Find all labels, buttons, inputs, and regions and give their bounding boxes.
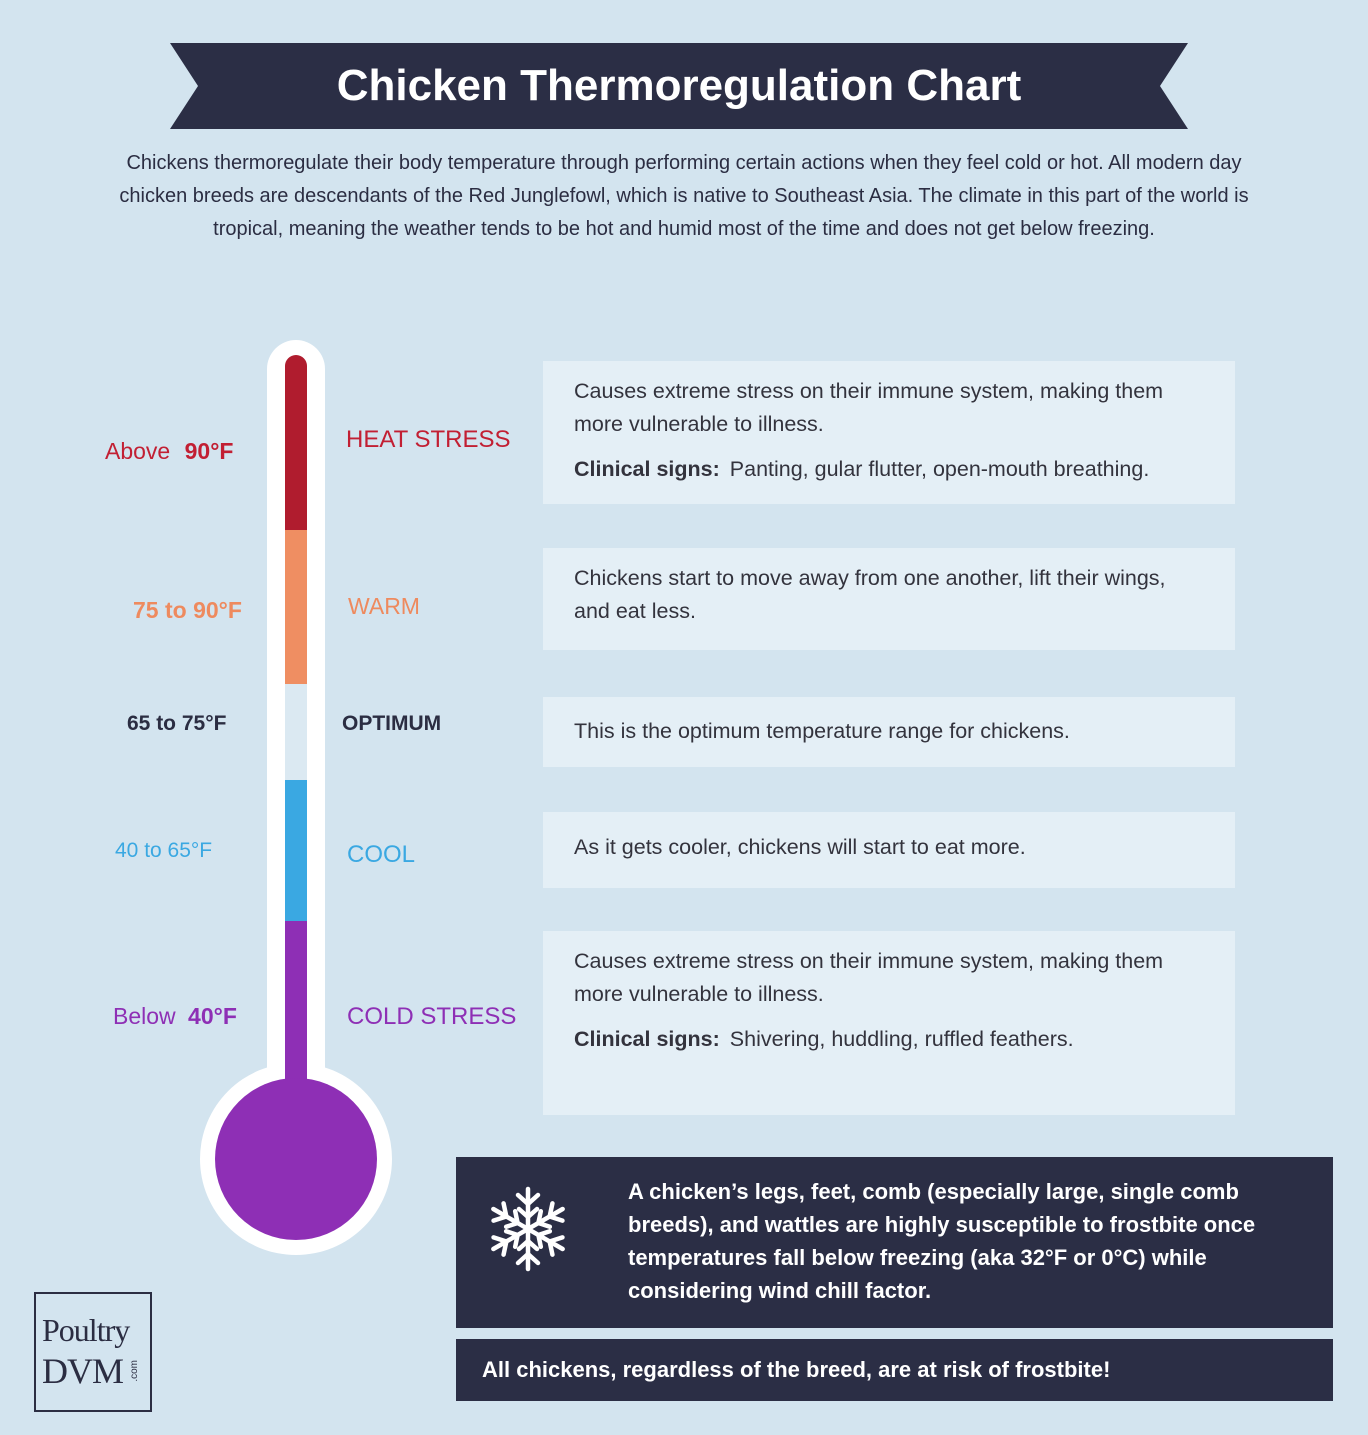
temp-prefix: Below	[113, 1003, 176, 1029]
zone-cool-label: COOL	[347, 841, 416, 868]
zone-cool-temp: 40 to 65°F	[115, 839, 213, 862]
clinical-signs-text: Panting, gular flutter, open-mouth breathing.	[729, 457, 1150, 481]
clinical-signs-label: Clinical signs:	[574, 457, 720, 481]
zone-description: Causes extreme stress on their immune system, making them more vulnerable to illness.	[574, 379, 1164, 436]
zone-description: As it gets cooler, chickens will start to eat more.	[574, 835, 1026, 859]
logo-line2: DVM	[42, 1351, 124, 1391]
zone-warm-temp: 75 to 90°F	[133, 597, 242, 623]
zone-heat-label: HEAT STRESS	[346, 426, 511, 453]
zone-warm-label: WARM	[348, 593, 420, 619]
logo-line1: Poultry	[42, 1312, 130, 1348]
frostbite-risk-note: All chickens, regardless of the breed, are at risk of frostbite!	[456, 1339, 1333, 1401]
zone-optimum-segment	[285, 684, 307, 780]
zone-cold-label: COLD STRESS	[347, 1003, 517, 1030]
zone-heat-description-box	[543, 361, 1235, 504]
frostbite-text: A chicken’s legs, feet, comb (especially large, single comb breeds), and wattles are highly susceptible to frostbite once temperatures fall below freezing (aka 32°F or 0°C) while considering wind chill factor.	[628, 1179, 1256, 1303]
clinical-signs-text: Shivering, huddling, ruffled feathers.	[729, 1027, 1074, 1051]
zone-optimum-description-box	[543, 697, 1235, 767]
thermometer-bulb	[215, 1078, 377, 1240]
zone-cold-temp	[113, 1003, 237, 1030]
zone-cool-description-box	[543, 812, 1235, 888]
zone-description: This is the optimum temperature range for chickens.	[574, 719, 1070, 743]
zone-heat-segment	[285, 355, 307, 530]
frostbite-note	[456, 1157, 1333, 1328]
zone-warm-segment	[285, 530, 307, 684]
zone-warm-description-box	[543, 548, 1235, 650]
zone-description: Chickens start to move away from one another, lift their wings, and eat less.	[574, 566, 1166, 623]
intro-paragraph: Chickens thermoregulate their body temperature through performing certain actions when they feel cold or hot. All modern day chicken breeds are descendants of the Red Junglefowl, which is native to Southeast Asia. The climate in this part of the world is tropical, meaning the weather tends to be hot and humid most of the time and does not get below freezing.	[119, 152, 1249, 240]
zone-optimum-temp: 65 to 75°F	[127, 712, 227, 735]
clinical-signs	[574, 453, 1205, 486]
zone-cold-description-box	[543, 931, 1235, 1115]
clinical-signs	[574, 1023, 1205, 1056]
zone-cool-segment	[285, 780, 307, 921]
temp-prefix: Above	[105, 438, 171, 464]
zone-description: Causes extreme stress on their immune system, making them more vulnerable to illness.	[574, 949, 1164, 1006]
thermometer	[0, 0, 540, 1260]
zone-heat-temp	[105, 438, 233, 465]
clinical-signs-label: Clinical signs:	[574, 1027, 720, 1051]
zone-cold-segment	[285, 921, 307, 1091]
snowflake-icon	[484, 1185, 572, 1273]
poultrydvm-logo	[34, 1292, 152, 1412]
zone-optimum-label: OPTIMUM	[342, 712, 442, 735]
temp-value: 40°F	[188, 1003, 237, 1029]
temp-value: 90°F	[184, 438, 234, 464]
page-title: Chicken Thermoregulation Chart	[336, 61, 1022, 110]
logo-suffix: .com	[129, 1360, 140, 1382]
